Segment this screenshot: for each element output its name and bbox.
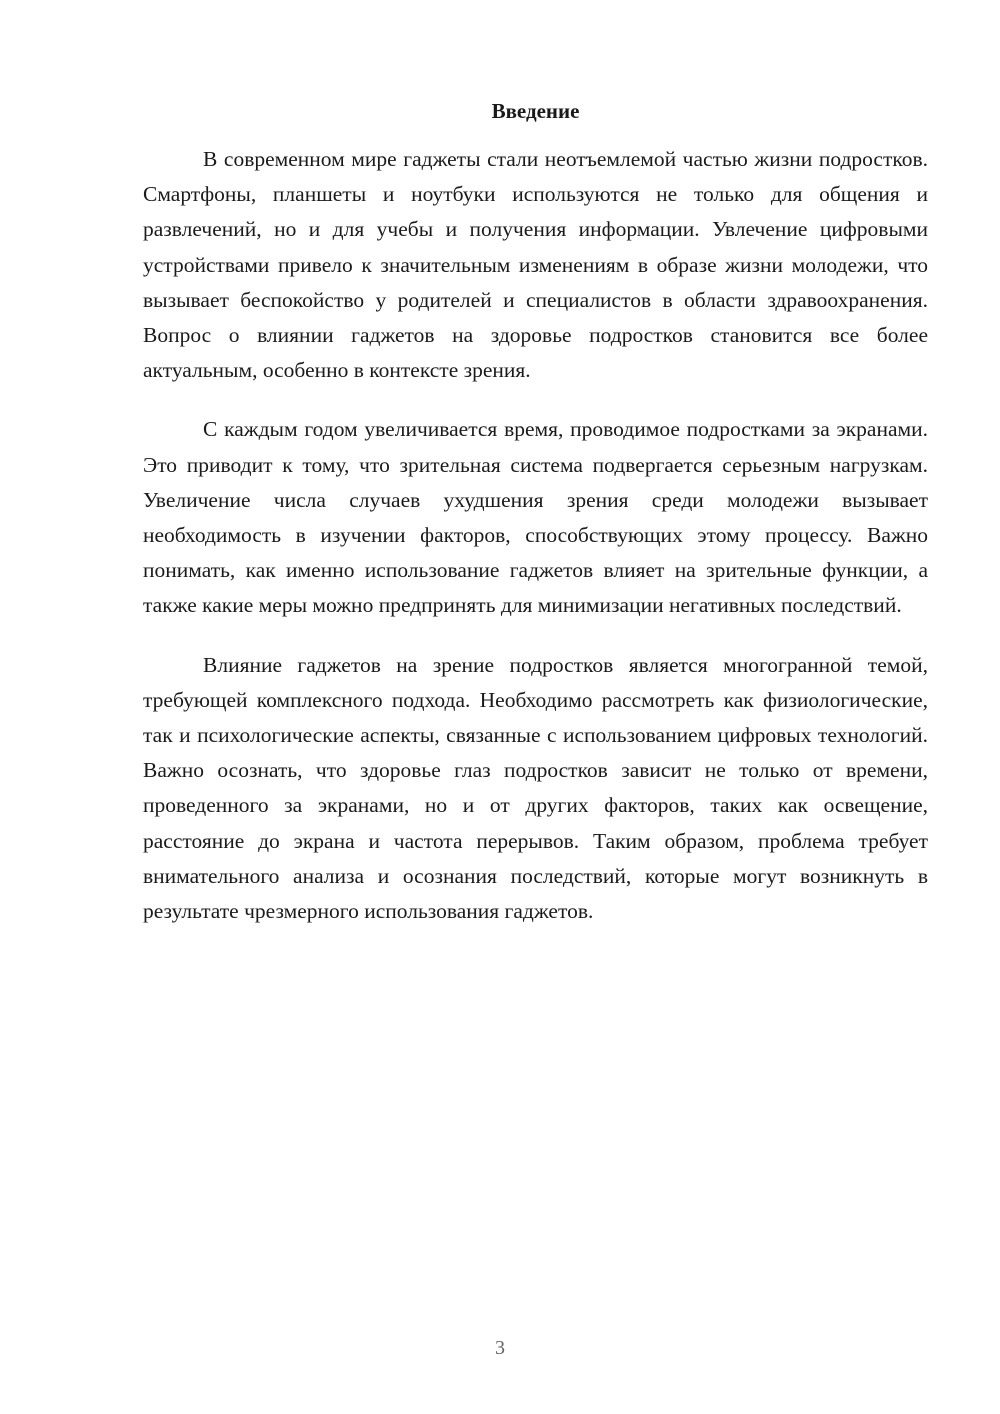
body-text bbox=[143, 142, 928, 953]
paragraph-1: В современном мире гаджеты стали неотъемлемой частью жизни подростков. Смартфоны, планшеты и ноутбуки используются не только для общения и развлечений, но и для учебы и получения информации. Увлечение цифровыми устройствами привело к значительным изменениям в образе жизни молодежи, что вызывает беспокойство у родителей и специалистов в области здравоохранения. Вопрос о влиянии гаджетов на здоровье подростков становится все более актуальным, особенно в контексте зрения. bbox=[143, 147, 928, 383]
section-heading: Введение bbox=[491, 99, 580, 123]
page-number: 3 bbox=[495, 1337, 505, 1359]
paragraph-3: Влияние гаджетов на зрение подростков является многогранной темой, требующей комплексного подхода. Необходимо рассмотреть как физиологические, так и психологические аспекты, связанные с использованием цифровых технологий. Важно осознать, что здоровье глаз подростков зависит не только от времени, проведенного за экранами, но и от других факторов, таких как освещение, расстояние до экрана и частота перерывов. Таким образом, проблема требует внимательного анализа и осознания последствий, которые могут возникнуть в результате чрезмерного использования гаджетов. bbox=[143, 652, 928, 924]
paragraph-2: С каждым годом увеличивается время, проводимое подростками за экранами. Это приводит к тому, что зрительная система подвергается серьезным нагрузкам. Увеличение числа случаев ухудшения зрения среди молодежи вызывает необходимость в изучении факторов, способствующих этому процессу. Важно понимать, как именно использование гаджетов влияет на зрительные функции, а также какие меры можно предпринять для минимизации негативных последствий. bbox=[143, 417, 928, 618]
